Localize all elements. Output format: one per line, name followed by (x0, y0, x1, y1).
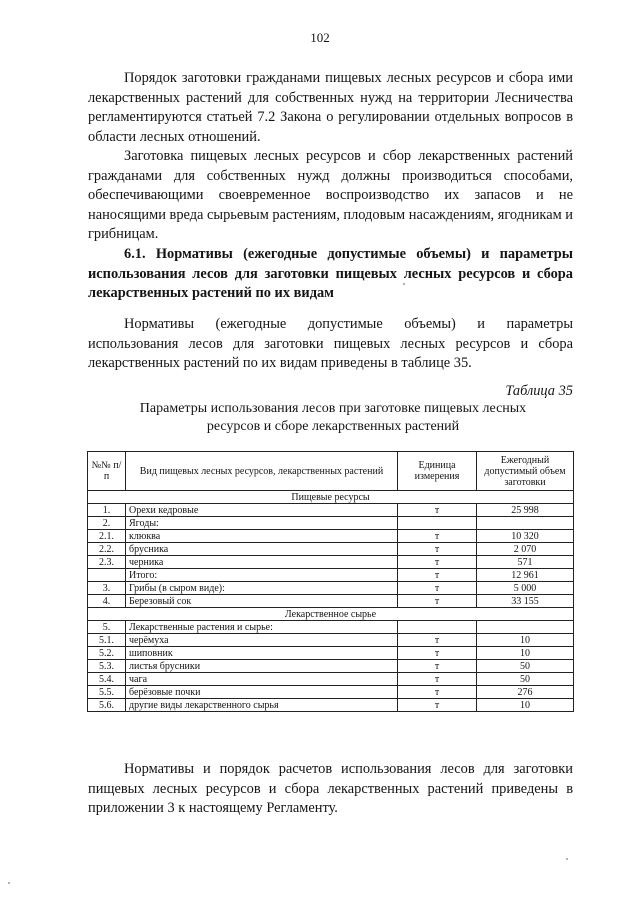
table-row (88, 621, 574, 634)
row-num: 5.3. (88, 660, 126, 673)
norms-table (87, 451, 574, 712)
table-row (88, 595, 574, 608)
row-name: Лекарственные растения и сырье: (126, 621, 398, 634)
row-unit (398, 621, 477, 634)
table-row (88, 673, 574, 686)
row-value: 571 (477, 556, 574, 569)
row-value: 25 998 (477, 504, 574, 517)
row-num: 5. (88, 621, 126, 634)
paragraph-appendix-reference: Нормативы и порядок расчетов использования лесов для заготовки пищевых лесных ресурсов и сбора лекарственных растений приведены в приложении 3 к настоящему Регламенту. (88, 761, 573, 817)
row-value (477, 517, 574, 530)
table-row (88, 543, 574, 556)
row-num: 4. (88, 595, 126, 608)
row-name: Итого: (126, 569, 398, 582)
row-name: листья брусники (126, 660, 398, 673)
row-name: шиповник (126, 647, 398, 660)
row-value: 2 070 (477, 543, 574, 556)
row-name: другие виды лекарственного сырья (126, 699, 398, 712)
table-row (88, 686, 574, 699)
table-label: Таблица 35 (505, 383, 573, 399)
table-caption (108, 400, 558, 436)
section-label-food: Пищевые ресурсы (88, 491, 574, 504)
row-value: 10 320 (477, 530, 574, 543)
row-value: 50 (477, 660, 574, 673)
row-num: 5.5. (88, 686, 126, 699)
row-name: черника (126, 556, 398, 569)
row-unit: т (398, 582, 477, 595)
table-row (88, 699, 574, 712)
row-unit: т (398, 647, 477, 660)
page-number: 102 (310, 30, 330, 45)
row-num: 1. (88, 504, 126, 517)
table-row (88, 569, 574, 582)
row-num (88, 569, 126, 582)
row-name: чага (126, 673, 398, 686)
row-name: берёзовые почки (126, 686, 398, 699)
row-value (477, 621, 574, 634)
row-name: Ягоды: (126, 517, 398, 530)
row-unit: т (398, 569, 477, 582)
row-num: 5.2. (88, 647, 126, 660)
row-name: Орехи кедровые (126, 504, 398, 517)
row-value: 276 (477, 686, 574, 699)
row-unit (398, 517, 477, 530)
table-row (88, 634, 574, 647)
row-name: Грибы (в сыром виде): (126, 582, 398, 595)
table-caption-line-2: ресурсов и сборе лекарственных растений (206, 419, 460, 434)
row-value: 12 961 (477, 569, 574, 582)
row-unit: т (398, 543, 477, 556)
row-value: 33 155 (477, 595, 574, 608)
row-num: 2.1. (88, 530, 126, 543)
row-value: 10 (477, 699, 574, 712)
row-name: черёмуха (126, 634, 398, 647)
row-value: 50 (477, 673, 574, 686)
table-header-row (88, 452, 574, 491)
row-num: 2.2. (88, 543, 126, 556)
table-row (88, 530, 574, 543)
table-row (88, 647, 574, 660)
table-row (88, 582, 574, 595)
row-name: Березовый сок (126, 595, 398, 608)
row-value: 10 (477, 647, 574, 660)
paragraph-harvesting-methods: Заготовка пищевых лесных ресурсов и сбор лекарственных растений гражданами для собственных нужд должны производиться способами, обеспечивающими своевременное воспроизводство их запасов и не наносящими вреда сырьевым растениям, плодовым насаждениям, ягодникам и грибницам. (88, 148, 573, 243)
row-value: 10 (477, 634, 574, 647)
row-unit: т (398, 660, 477, 673)
header-kind: Вид пищевых лесных ресурсов, лекарственных растений (126, 452, 398, 491)
row-unit: т (398, 634, 477, 647)
table-row (88, 556, 574, 569)
section-label-medicinal: Лекарственное сырье (88, 608, 574, 621)
row-num: 5.4. (88, 673, 126, 686)
row-name: клюква (126, 530, 398, 543)
row-name: брусника (126, 543, 398, 556)
scan-speck (566, 858, 568, 860)
header-unit: Единица измерения (398, 452, 477, 491)
row-num: 2. (88, 517, 126, 530)
row-unit: т (398, 686, 477, 699)
row-num: 2.3. (88, 556, 126, 569)
header-num: №№ п/п (88, 452, 126, 491)
scan-speck (8, 882, 10, 884)
row-unit: т (398, 673, 477, 686)
row-unit: т (398, 530, 477, 543)
paragraph-norms-reference: Нормативы (ежегодные допустимые объемы) и параметры использования лесов для заготовки пищевых лесных ресурсов и сбора лекарственных растений по их видам приведены в таблице 35. (88, 316, 573, 372)
row-unit: т (398, 595, 477, 608)
row-unit: т (398, 556, 477, 569)
section-heading-6-1: 6.1. Нормативы (ежегодные допустимые объемы) и параметры использования лесов для заготовки пищевых лесных ресурсов и сбора лекарственных растений по их видам (88, 246, 573, 302)
row-num: 5.1. (88, 634, 126, 647)
row-num: 3. (88, 582, 126, 595)
row-unit: т (398, 699, 477, 712)
row-num: 5.6. (88, 699, 126, 712)
table-caption-line-1: Параметры использования лесов при заготовке пищевых лесных (139, 401, 527, 416)
row-value: 5 000 (477, 582, 574, 595)
scan-speck (403, 283, 405, 285)
section-row-food (88, 491, 574, 504)
paragraph-harvesting-order: Порядок заготовки гражданами пищевых лесных ресурсов и сбора ими лекарственных растений для собственных нужд на территории Лесничества регламентируются статьей 7.2 Закона о регулировании отдельных вопросов в области лесных отношений. (88, 70, 573, 145)
header-volume: Ежегодный допустимый объем заготовки (477, 452, 574, 491)
table-row (88, 517, 574, 530)
table-row (88, 504, 574, 517)
table-row (88, 660, 574, 673)
row-unit: т (398, 504, 477, 517)
section-row-medicinal (88, 608, 574, 621)
